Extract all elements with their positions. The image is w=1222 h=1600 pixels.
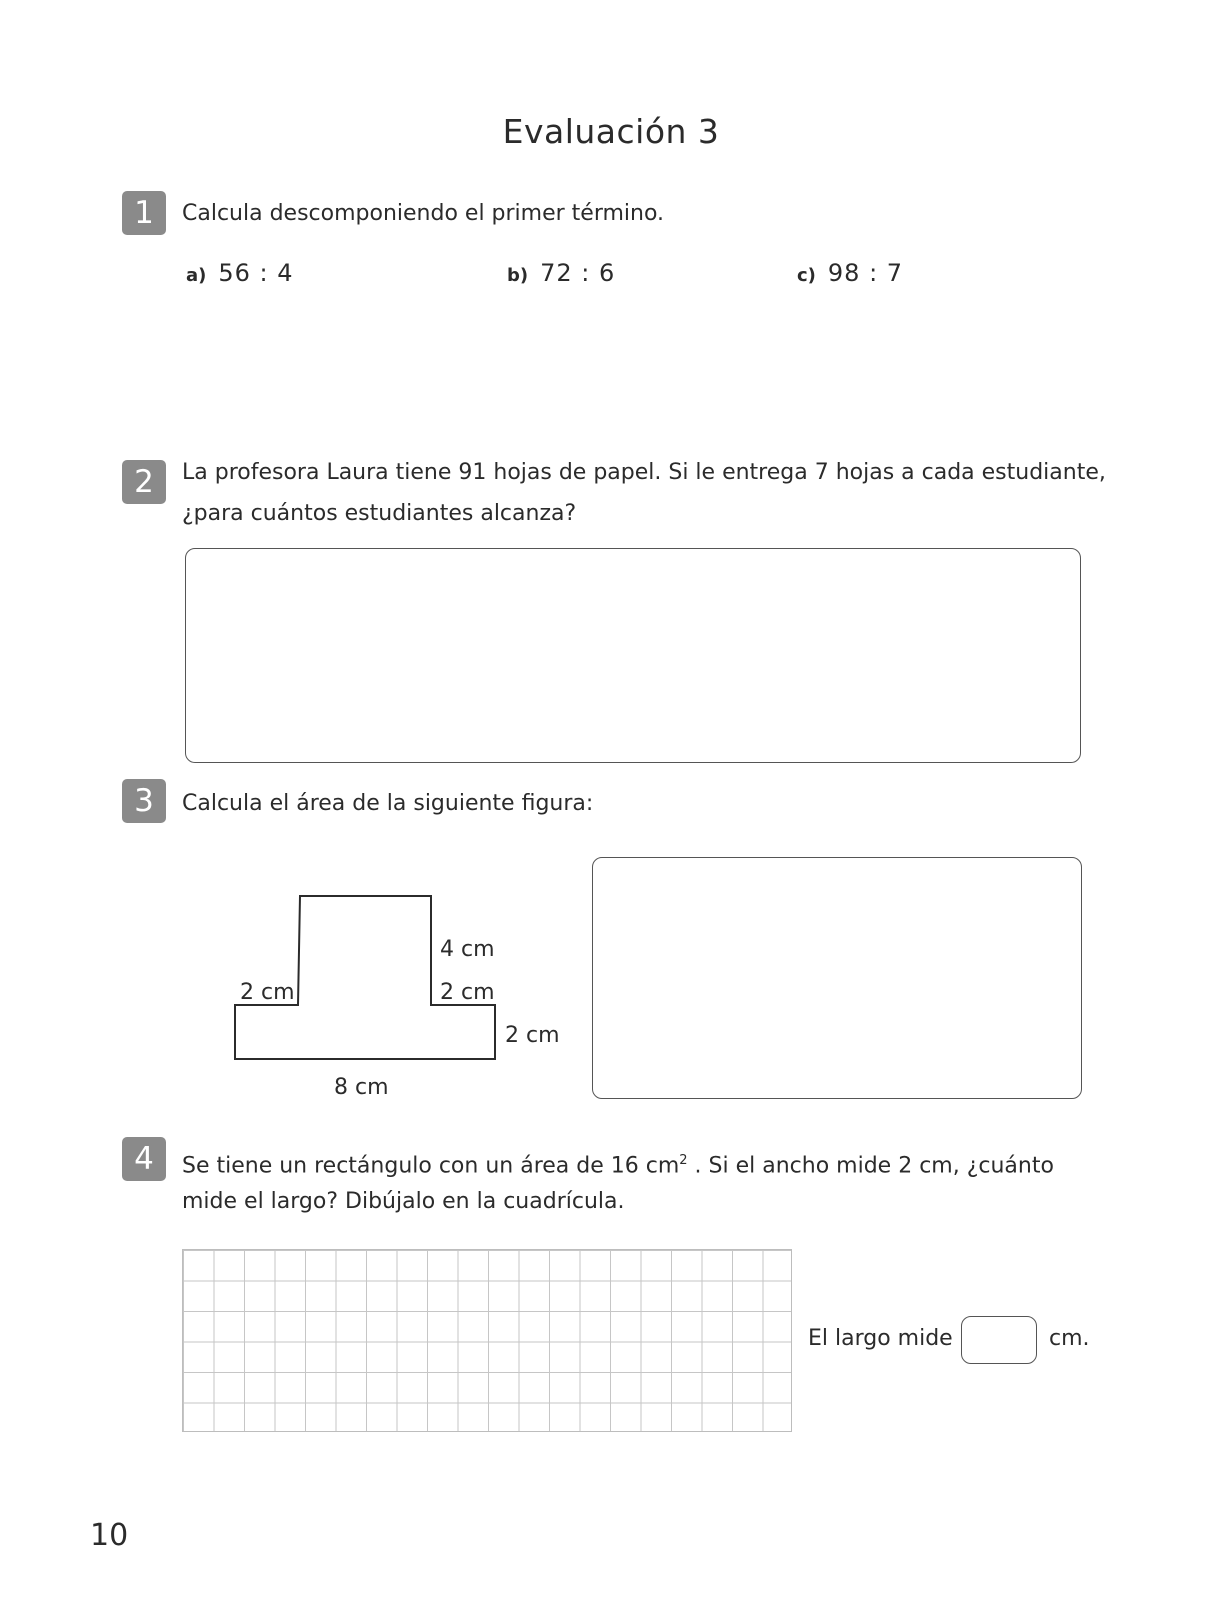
question-4-text-b: . Si el ancho mide 2 cm, ¿cuánto — [687, 1153, 1054, 1179]
question-1-item-a — [186, 259, 294, 287]
question-2-answer-box[interactable] — [185, 548, 1081, 763]
label-bottom: 8 cm — [334, 1075, 389, 1100]
item-expression: 72 : 6 — [540, 259, 616, 287]
area-figure — [220, 880, 580, 1110]
item-expression: 98 : 7 — [827, 259, 904, 287]
label-right-step: 2 cm — [440, 980, 495, 1005]
page-number: 10 — [90, 1518, 129, 1553]
item-letter: b) — [507, 265, 529, 286]
question-2-badge: 2 — [122, 460, 166, 504]
label-top-right: 4 cm — [440, 937, 495, 962]
question-2-line-1: La profesora Laura tiene 91 hojas de papel. Si le entrega 7 hojas a cada estudiante, — [182, 460, 1106, 485]
figure-outline — [235, 896, 495, 1059]
question-4-text-a: Se tiene un rectángulo con un área de 16 cm — [182, 1153, 680, 1179]
item-expression: 56 : 4 — [218, 259, 294, 287]
question-2-line-2: ¿para cuántos estudiantes alcanza? — [182, 501, 577, 526]
item-letter: c) — [797, 265, 816, 286]
question-1-item-c — [797, 259, 903, 287]
answer-prefix: El largo mide — [808, 1326, 953, 1351]
question-4-line-1 — [182, 1140, 1054, 1186]
question-1-item-b — [507, 259, 615, 287]
question-4-line-2: mide el largo? Dibújalo en la cuadrícula. — [182, 1189, 625, 1214]
label-left-step: 2 cm — [240, 980, 295, 1005]
question-4-badge: 4 — [122, 1137, 166, 1181]
question-3-answer-box[interactable] — [592, 857, 1082, 1099]
length-answer-box[interactable] — [961, 1316, 1037, 1364]
drawing-grid[interactable] — [182, 1249, 792, 1432]
superscript-2: 2 — [679, 1153, 688, 1168]
question-3-text: Calcula el área de la siguiente figura: — [182, 791, 594, 816]
question-1-text: Calcula descomponiendo el primer término. — [182, 201, 665, 226]
item-letter: a) — [186, 265, 207, 286]
question-1-badge: 1 — [122, 191, 166, 235]
question-3-badge: 3 — [122, 779, 166, 823]
page-title: Evaluación 3 — [502, 112, 720, 151]
answer-suffix: cm. — [1049, 1326, 1090, 1351]
label-right-side: 2 cm — [505, 1023, 560, 1048]
